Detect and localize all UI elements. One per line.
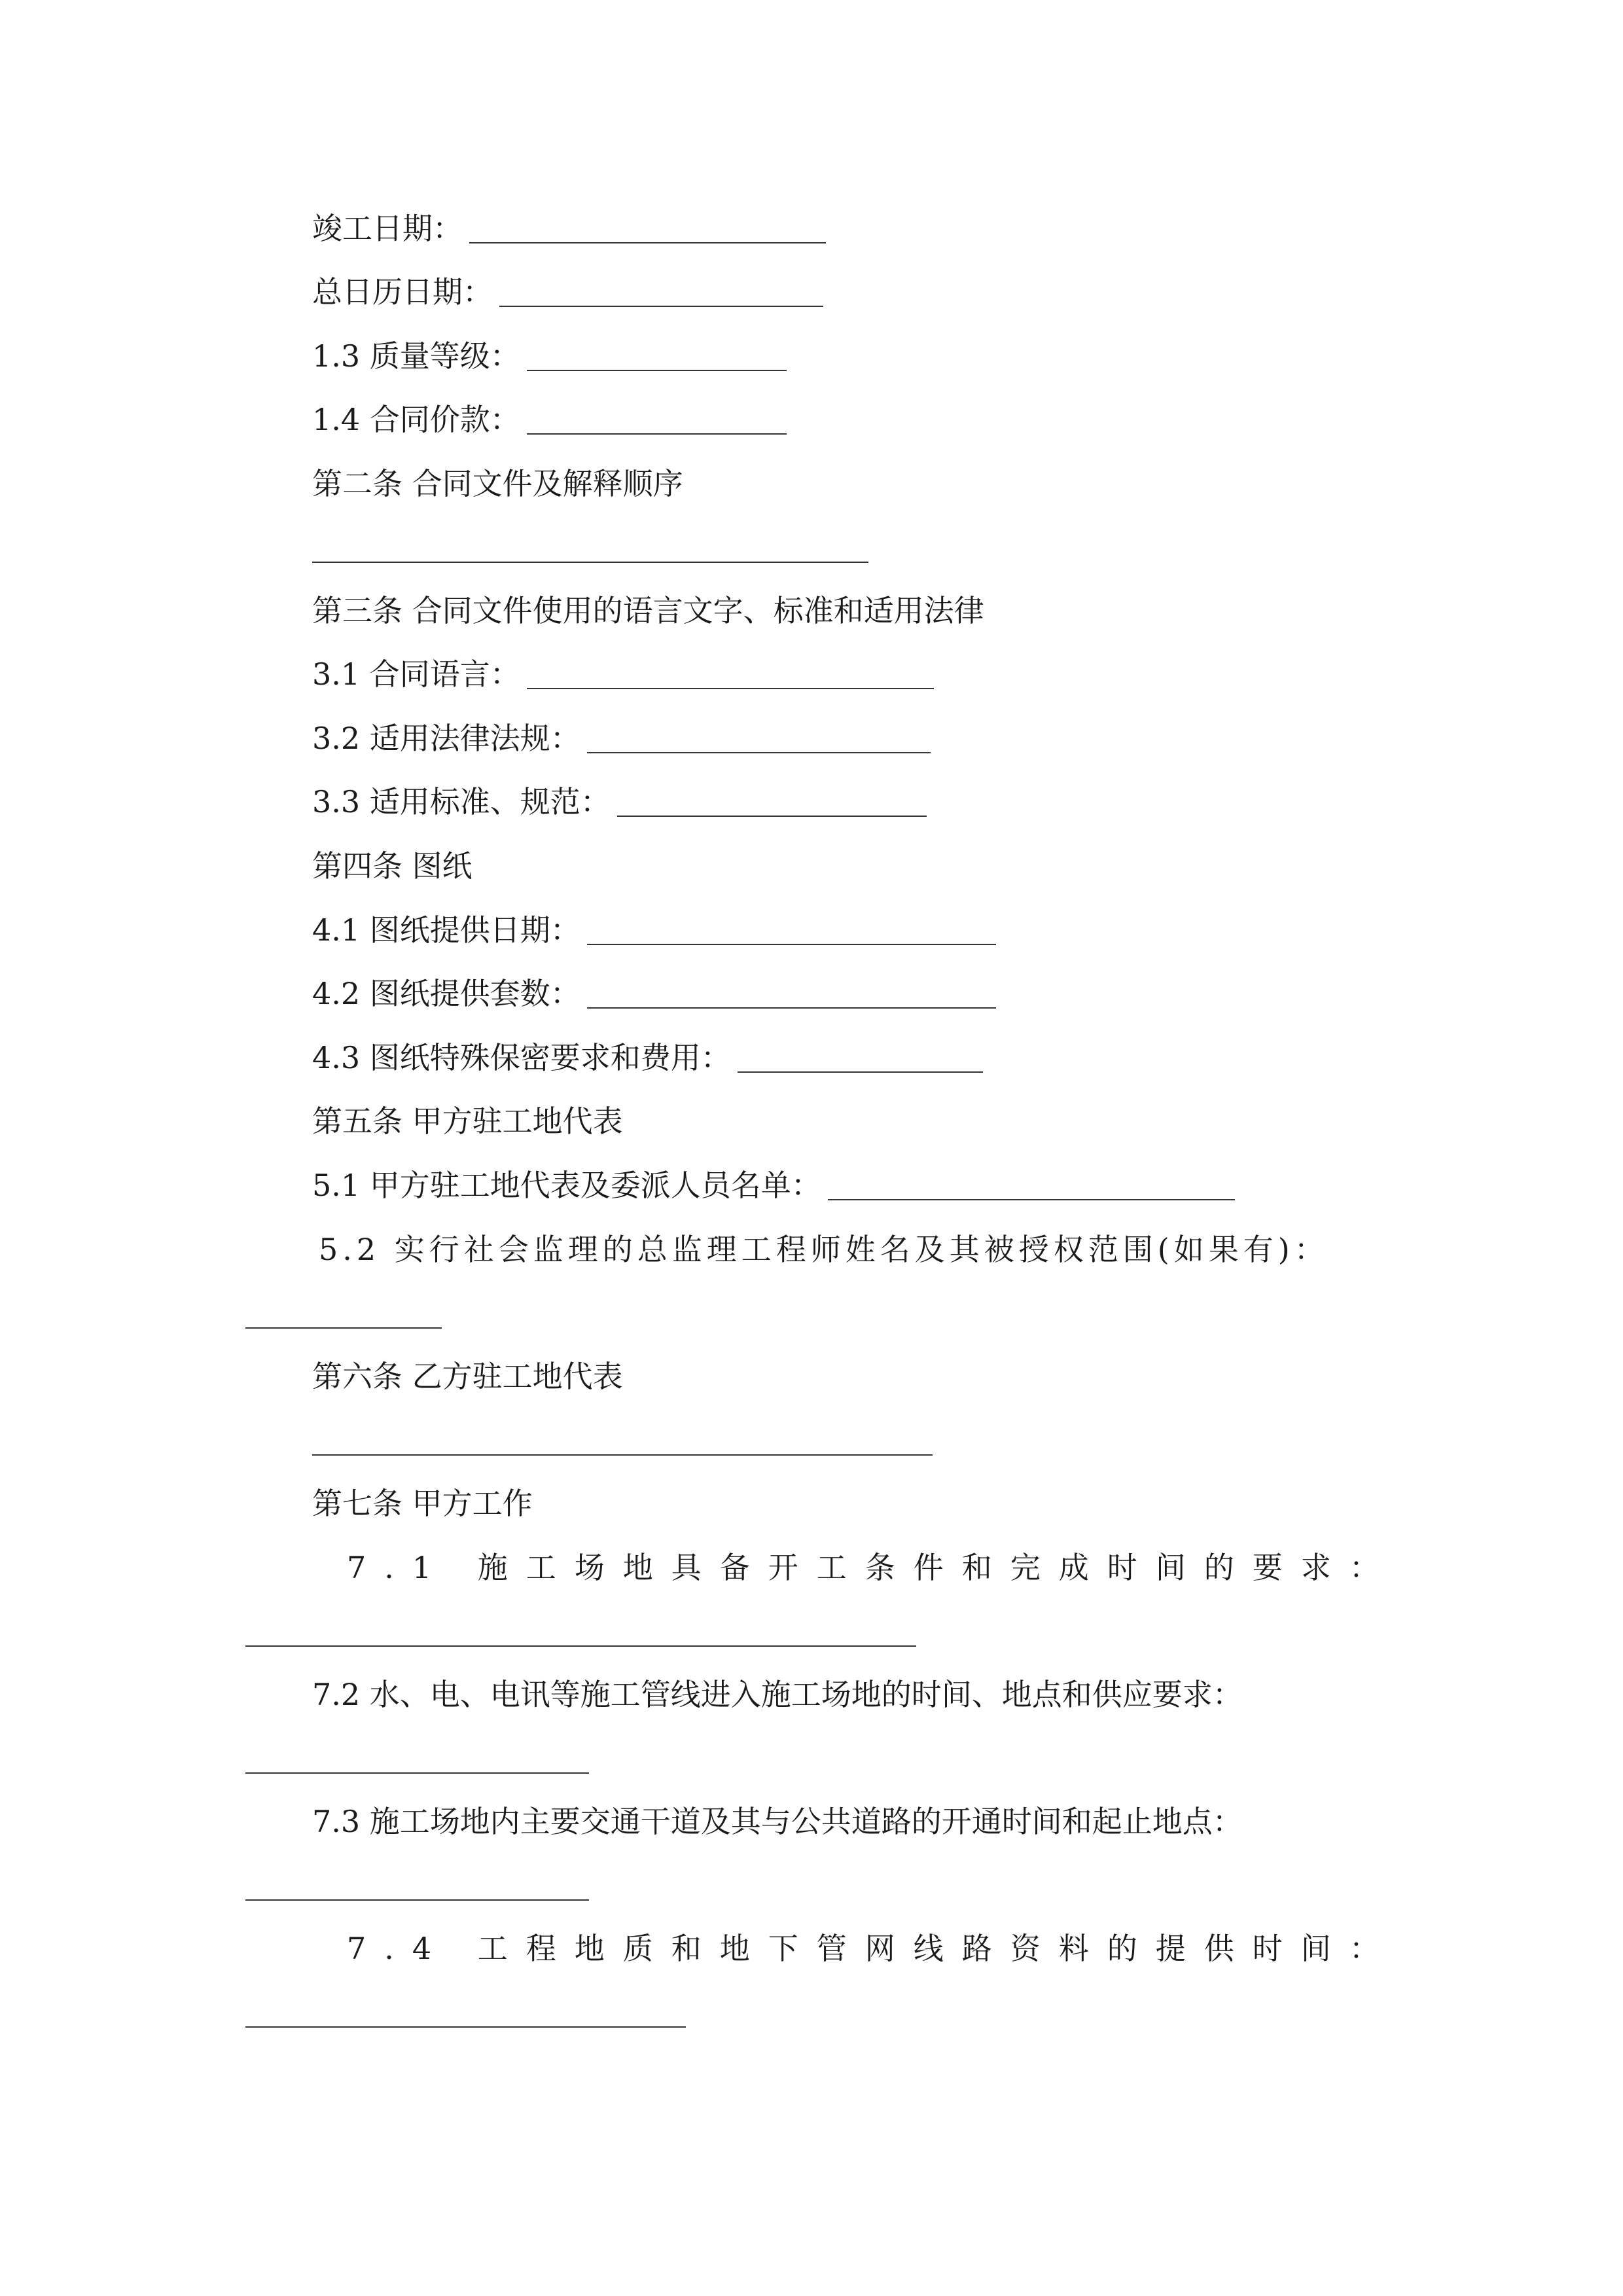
article-5-title: 第五条 甲方驻工地代表	[312, 1103, 623, 1139]
drawing-confidentiality-line	[312, 1040, 983, 1075]
site-conditions-line	[347, 1552, 1398, 1583]
contract-language-line	[312, 656, 934, 692]
quality-grade-blank[interactable]	[527, 341, 787, 371]
applicable-standards-blank[interactable]	[617, 787, 927, 817]
contract-language-blank[interactable]	[527, 659, 934, 689]
drawing-sets-label: 4.2 图纸提供套数：	[312, 976, 580, 1011]
drawing-date-blank[interactable]	[587, 915, 996, 945]
article-6-heading	[312, 1359, 623, 1394]
completion-date-line	[312, 211, 826, 246]
article-6-blank[interactable]	[312, 1454, 933, 1456]
site-conditions-blank[interactable]	[245, 1645, 916, 1647]
drawing-date-label: 4.1 图纸提供日期：	[312, 912, 580, 948]
party-a-representatives-label: 5.1 甲方驻工地代表及委派人员名单：	[312, 1168, 821, 1203]
applicable-law-label: 3.2 适用法律法规：	[312, 721, 580, 756]
contract-language-label: 3.1 合同语言：	[312, 656, 520, 692]
quality-grade-label: 1.3 质量等级：	[312, 338, 520, 374]
article-2-title: 第二条 合同文件及解释顺序	[312, 466, 683, 501]
geology-data-blank[interactable]	[245, 2026, 686, 2028]
utilities-blank[interactable]	[245, 1772, 589, 1774]
article-4-title: 第四条 图纸	[312, 848, 473, 884]
article-7-heading	[312, 1486, 533, 1521]
chief-supervisor-blank[interactable]	[245, 1327, 442, 1329]
completion-date-blank[interactable]	[469, 213, 826, 243]
roads-label: 7.3 施工场地内主要交通干道及其与公共道路的开通时间和起止地点：	[312, 1804, 1243, 1839]
applicable-standards-line	[312, 784, 927, 819]
geology-data-line	[347, 1933, 1398, 1964]
article-4-heading	[312, 848, 473, 884]
article-6-title: 第六条 乙方驻工地代表	[312, 1359, 623, 1394]
party-a-representatives-blank[interactable]	[828, 1170, 1235, 1200]
chief-supervisor-label: 5.2 实行社会监理的总监理工程师姓名及其被授权范围(如果有)：	[319, 1232, 1329, 1267]
article-5-heading	[312, 1103, 623, 1139]
contract-price-blank[interactable]	[527, 404, 787, 435]
applicable-standards-label: 3.3 适用标准、规范：	[312, 784, 611, 819]
utilities-label: 7.2 水、电、电讯等施工管线进入施工场地的时间、地点和供应要求：	[312, 1677, 1243, 1712]
contract-price-label: 1.4 合同价款：	[312, 402, 520, 437]
roads-blank[interactable]	[245, 1899, 589, 1901]
applicable-law-line	[312, 721, 931, 756]
article-3-heading	[312, 593, 984, 628]
geology-data-label: 7.4 工程地质和地下管网线路资料的提供时间：	[347, 1931, 1398, 1966]
article-7-title: 第七条 甲方工作	[312, 1486, 533, 1521]
total-calendar-days-line	[312, 274, 823, 310]
party-a-representatives-line	[312, 1168, 1235, 1203]
drawing-confidentiality-blank[interactable]	[738, 1043, 983, 1073]
quality-grade-line	[312, 338, 787, 374]
drawing-sets-blank[interactable]	[587, 978, 996, 1009]
applicable-law-blank[interactable]	[587, 723, 931, 753]
total-calendar-days-blank[interactable]	[499, 277, 823, 307]
drawing-confidentiality-label: 4.3 图纸特殊保密要求和费用：	[312, 1040, 731, 1075]
utilities-line	[312, 1679, 1243, 1710]
article-2-heading	[312, 466, 683, 501]
completion-date-label: 竣工日期：	[312, 211, 463, 246]
drawing-sets-line	[312, 978, 996, 1009]
contract-price-line	[312, 404, 787, 435]
drawing-date-line	[312, 912, 996, 948]
site-conditions-label: 7.1 施工场地具备开工条件和完成时间的要求：	[347, 1550, 1398, 1585]
article-2-blank[interactable]	[312, 562, 868, 563]
roads-line	[312, 1806, 1243, 1837]
total-calendar-days-label: 总日历日期：	[312, 274, 493, 310]
article-3-title: 第三条 合同文件使用的语言文字、标准和适用法律	[312, 593, 984, 628]
chief-supervisor-line	[319, 1234, 1329, 1265]
